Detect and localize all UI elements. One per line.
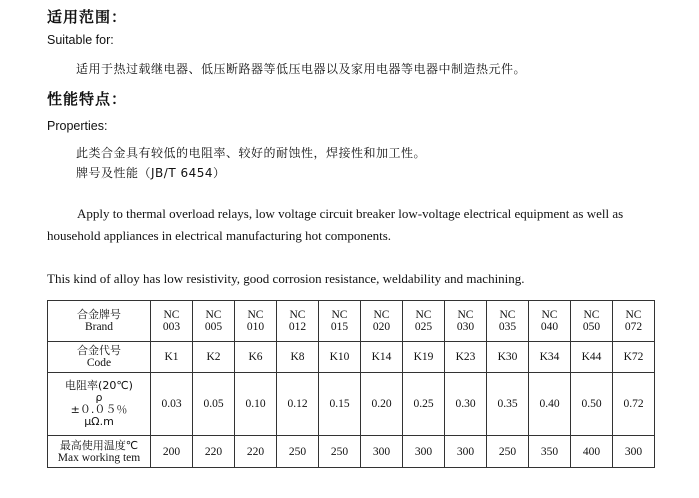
properties-title-en: Properties: [47, 119, 108, 133]
code-header-cn: 合金代号 [77, 344, 121, 357]
max-temp-cell: 300 [445, 436, 487, 468]
max-temp-cell: 250 [277, 436, 319, 468]
resistivity-cell: 0.15 [319, 373, 361, 436]
max-temp-cell: 250 [487, 436, 529, 468]
resistivity-header-line3: ±０.０５％ [70, 403, 128, 416]
resistivity-cell: 0.25 [403, 373, 445, 436]
code-cell: K44 [571, 342, 613, 373]
resistivity-cell: 0.10 [235, 373, 277, 436]
max-temp-cell: 300 [613, 436, 655, 468]
properties-title-cn: 性能特点： [47, 90, 128, 108]
code-cell: K6 [235, 342, 277, 373]
resistivity-cell: 0.03 [151, 373, 193, 436]
brand-number: 010 [246, 321, 265, 333]
brand-cell [277, 301, 319, 342]
brand-cell [235, 301, 277, 342]
resistivity-header-line2: ρ [95, 391, 103, 404]
max-temp-header-en: Max working tem [57, 451, 141, 464]
max-temp-cell: 220 [193, 436, 235, 468]
max-temp-cell: 350 [529, 436, 571, 468]
brand-cell [613, 301, 655, 342]
resistivity-cell: 0.72 [613, 373, 655, 436]
brand-prefix: NC [247, 309, 264, 321]
max-temp-cell: 400 [571, 436, 613, 468]
brand-prefix: NC [289, 309, 306, 321]
brand-prefix: NC [163, 309, 180, 321]
brand-prefix: NC [415, 309, 432, 321]
brand-number: 030 [456, 321, 475, 333]
brand-number: 012 [288, 321, 307, 333]
max-temp-cell: 300 [403, 436, 445, 468]
resistivity-cell: 0.12 [277, 373, 319, 436]
max-temp-cell: 200 [151, 436, 193, 468]
brand-cell [151, 301, 193, 342]
english-text-line2: household appliances in electrical manufacturing hot components. [47, 228, 392, 243]
brand-number: 035 [498, 321, 517, 333]
resistivity-header-line4: μΩ.m [84, 415, 114, 428]
code-cell: K8 [277, 342, 319, 373]
code-cell: K19 [403, 342, 445, 373]
alloy-spec-table [47, 300, 655, 468]
brand-cell [571, 301, 613, 342]
brand-prefix: NC [373, 309, 390, 321]
brand-cell [361, 301, 403, 342]
resistivity-cell: 0.05 [193, 373, 235, 436]
scope-title-cn: 适用范围： [47, 8, 128, 26]
brand-cell [193, 301, 235, 342]
resistivity-cell: 0.40 [529, 373, 571, 436]
brand-number: 015 [330, 321, 349, 333]
brand-number: 025 [414, 321, 433, 333]
table-row-resistivity [48, 373, 655, 436]
max-temp-cell: 300 [361, 436, 403, 468]
table-row-brand [48, 301, 655, 342]
code-header-en: Code [86, 357, 112, 369]
resistivity-header-line1: 电阻率(20℃) [65, 379, 133, 392]
resistivity-header-cell [48, 373, 151, 436]
brand-prefix: NC [499, 309, 516, 321]
brand-prefix: NC [583, 309, 600, 321]
brand-number: 050 [582, 321, 601, 333]
code-cell: K30 [487, 342, 529, 373]
code-cell: K23 [445, 342, 487, 373]
code-cell: K34 [529, 342, 571, 373]
resistivity-cell: 0.20 [361, 373, 403, 436]
brand-number: 072 [624, 321, 643, 333]
brand-cell [403, 301, 445, 342]
properties-text-cn: 此类合金具有较低的电阻率、较好的耐蚀性，焊接性和加工性。 [76, 146, 427, 160]
brand-number: 003 [162, 321, 181, 333]
code-cell: K2 [193, 342, 235, 373]
english-text-line1: Apply to thermal overload relays, low voltage circuit breaker low-voltage electrical equipment as well as [77, 206, 624, 221]
scope-title-en: Suitable for: [47, 33, 114, 47]
brand-prefix: NC [541, 309, 558, 321]
code-cell: K1 [151, 342, 193, 373]
code-cell: K10 [319, 342, 361, 373]
brand-prefix: NC [205, 309, 222, 321]
brand-cell [445, 301, 487, 342]
brand-cell [529, 301, 571, 342]
max-temp-cell: 220 [235, 436, 277, 468]
resistivity-cell: 0.50 [571, 373, 613, 436]
resistivity-cell: 0.35 [487, 373, 529, 436]
brand-cell [319, 301, 361, 342]
english-text-line3: This kind of alloy has low resistivity, good corrosion resistance, weldability and machining. [47, 271, 525, 286]
brand-prefix: NC [331, 309, 348, 321]
brand-cell [487, 301, 529, 342]
max-temp-cell: 250 [319, 436, 361, 468]
code-cell: K14 [361, 342, 403, 373]
brand-header-cell [48, 301, 151, 342]
resistivity-cell: 0.30 [445, 373, 487, 436]
table-row-max-temp [48, 436, 655, 468]
code-cell: K72 [613, 342, 655, 373]
brand-number: 005 [204, 321, 223, 333]
table-row-code [48, 342, 655, 373]
max-temp-header-cn: 最高使用温度℃ [59, 438, 139, 452]
brand-prefix: NC [625, 309, 642, 321]
brand-header-cn: 合金牌号 [77, 308, 121, 321]
brand-number: 020 [372, 321, 391, 333]
max-temp-header-cell [48, 436, 151, 468]
scope-text-cn: 适用于热过载继电器、低压断路器等低压电器以及家用电器等电器中制造热元件。 [76, 62, 527, 76]
brand-prefix: NC [457, 309, 474, 321]
grade-standard-label: 牌号及性能（JB/T 6454） [76, 166, 226, 180]
code-header-cell [48, 342, 151, 373]
brand-number: 040 [540, 321, 559, 333]
brand-header-en: Brand [84, 321, 114, 333]
